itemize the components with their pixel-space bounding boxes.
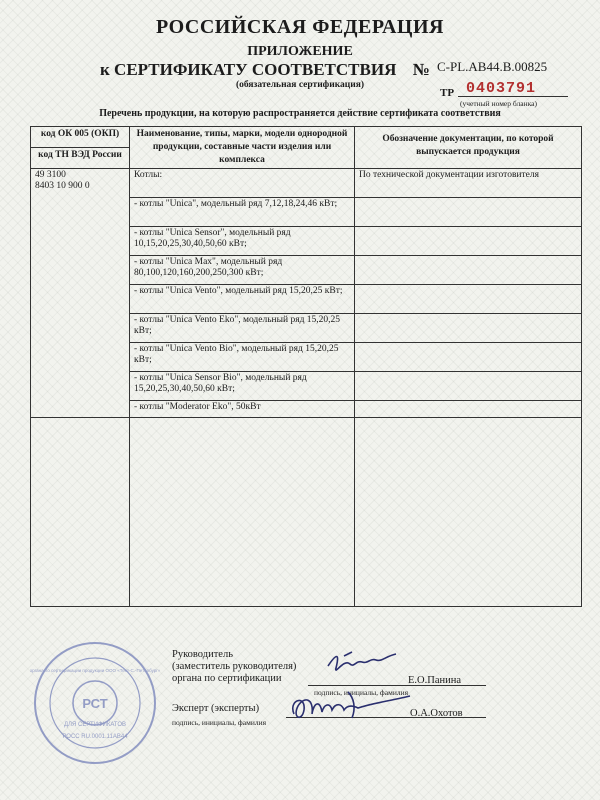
stamp-center-text: РСТ	[82, 696, 108, 711]
documentation-cell: По технической документации изготовителя	[355, 169, 582, 198]
empty-cell	[355, 256, 582, 285]
certification-stamp	[30, 638, 160, 768]
product-cell: - котлы "Unica Vento Eko", модельный ряд 15,20,25 кВт;	[130, 314, 355, 343]
empty-cell	[355, 401, 582, 418]
empty-cell	[31, 418, 130, 607]
stamp-label: ДЛЯ СЕРТИФИКАТОВ	[63, 722, 127, 728]
head-caption: подпись, инициалы, фамилия	[314, 688, 409, 697]
product-cell: - котлы "Unica Vento Bio", модельный ряд 15,20,25 кВт;	[130, 343, 355, 372]
tr-label: ТР	[440, 87, 455, 99]
head-signatory-block	[172, 649, 296, 685]
head-signature	[322, 646, 402, 682]
tnved-code-header: код ТН ВЭД России	[31, 148, 130, 169]
product-cell: - котлы "Unica Sensor", модельный ряд 10,15,20,25,30,40,50,60 кВт;	[130, 227, 355, 256]
expert-name: О.А.Охотов	[410, 708, 463, 719]
product-cell: - котлы "Unica Sensor Bio", модельный ряд 15,20,25,30,40,50,60 кВт;	[130, 372, 355, 401]
appendix-title: ПРИЛОЖЕНИЕ	[247, 44, 353, 59]
certificate-title	[100, 60, 430, 80]
head-title-line2: (заместитель руководителя)	[172, 661, 297, 672]
okp-code: 49 3100	[35, 170, 66, 180]
table-row	[31, 169, 582, 198]
empty-cell	[355, 227, 582, 256]
table-header-row	[31, 127, 582, 148]
blank-number-line	[458, 96, 568, 97]
products-table	[30, 126, 582, 607]
empty-cell	[130, 418, 355, 607]
expert-caption: подпись, инициалы, фамилия	[172, 718, 267, 727]
product-cell: - котлы "Unica Max", модельный ряд 80,100,120,160,200,250,300 кВт;	[130, 256, 355, 285]
country-title: РОССИЙСКАЯ ФЕДЕРАЦИЯ	[155, 16, 444, 38]
empty-cell	[355, 285, 582, 314]
obligatory-note: (обязательная сертификация)	[235, 80, 365, 90]
codes-cell	[31, 169, 130, 418]
product-name-header: Наименование, типы, марки, модели однородной продукции, составные части изделия или комплекса	[130, 127, 355, 169]
product-list-title: Перечень продукции, на которую распространяется действие сертификата соответствия	[99, 108, 501, 119]
okp-code-header: код ОК 005 (ОКП)	[31, 127, 130, 148]
expert-signature	[284, 684, 414, 730]
documentation-header: Обозначение документации, по которой выпускается продукция	[355, 127, 582, 169]
expert-label: Эксперт (эксперты)	[172, 703, 260, 714]
product-cell: - котлы "Moderator Eko", 50кВт	[130, 401, 355, 418]
empty-cell	[355, 343, 582, 372]
blank-number: 0403791	[466, 80, 537, 97]
tnved-code: 8403 10 900 0	[35, 181, 90, 191]
product-cell: Котлы:	[130, 169, 355, 198]
stamp-code: РОСС RU.0001.11АВ44	[62, 734, 128, 740]
head-title-line3: органа по сертификации	[172, 673, 282, 684]
stamp-ring-text: органа по сертификации продукции ООО «Тест-С.-Петербург»	[30, 668, 160, 673]
empty-cell	[355, 314, 582, 343]
head-name: Е.О.Панина	[408, 675, 462, 686]
number-sign: №	[412, 60, 430, 79]
head-title-line1: Руководитель	[172, 649, 233, 660]
empty-cell	[355, 418, 582, 607]
blank-number-caption: (учетный номер бланка)	[460, 99, 537, 108]
product-cell: - котлы "Unica Vento", модельный ряд 15,20,25 кВт;	[130, 285, 355, 314]
certificate-number: C-PL.AB44.B.00825	[437, 59, 548, 74]
product-cell: - котлы "Unica", модельный ряд 7,12,18,24,46 кВт;	[130, 198, 355, 227]
table-row-empty	[31, 418, 582, 607]
empty-cell	[355, 372, 582, 401]
empty-cell	[355, 198, 582, 227]
certificate-title-text: к СЕРТИФИКАТУ СООТВЕТСТВИЯ	[100, 60, 397, 79]
